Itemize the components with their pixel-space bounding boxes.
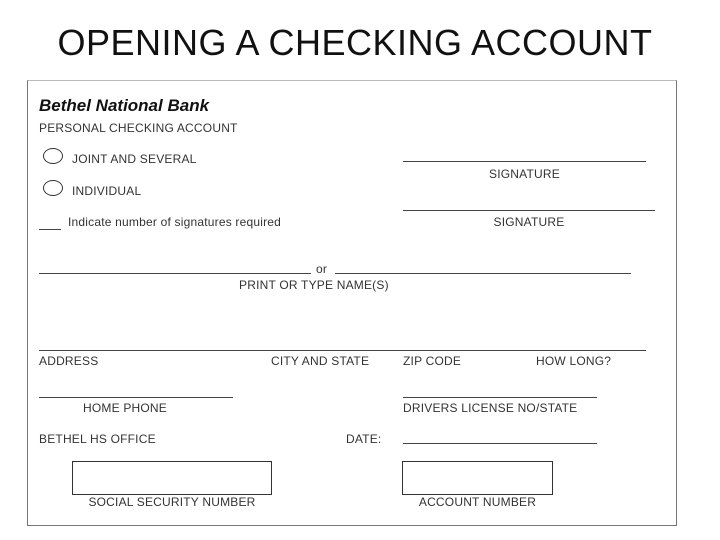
signatures-required-label: Indicate number of signatures required [68, 215, 282, 229]
bank-name: Bethel National Bank [39, 96, 210, 115]
home-phone-line[interactable] [39, 397, 233, 398]
name-line-1[interactable] [39, 273, 311, 274]
name-line-2[interactable] [335, 273, 631, 274]
account-type-label: PERSONAL CHECKING ACCOUNT [39, 121, 238, 135]
joint-label: JOINT AND SEVERAL [72, 152, 197, 166]
signature-line-1[interactable] [403, 161, 646, 162]
office-label: BETHEL HS OFFICE [39, 432, 156, 446]
drivers-license-line[interactable] [403, 397, 597, 398]
individual-radio[interactable] [43, 180, 63, 196]
signature-label-1: SIGNATURE [489, 167, 560, 181]
signatures-count-field[interactable] [39, 229, 61, 230]
joint-radio[interactable] [43, 148, 63, 164]
individual-label: INDIVIDUAL [72, 184, 142, 198]
home-phone-label: HOME PHONE [82, 401, 167, 415]
account-number-box[interactable] [402, 461, 553, 495]
address-label: ADDRESS [39, 354, 99, 368]
zip-code-label: ZIP CODE [403, 354, 462, 368]
ssn-box[interactable] [72, 461, 272, 495]
drivers-license-label: DRIVERS LICENSE NO/STATE [403, 401, 578, 415]
date-line[interactable] [403, 443, 597, 444]
city-state-label: CITY AND STATE [271, 354, 370, 368]
date-label: DATE: [346, 432, 382, 446]
signature-label-2: SIGNATURE [493, 215, 565, 229]
how-long-label: HOW LONG? [536, 354, 612, 368]
account-number-label: ACCOUNT NUMBER [418, 495, 537, 509]
address-line[interactable] [39, 350, 646, 351]
signature-line-2[interactable] [403, 210, 655, 211]
or-label: or [316, 262, 328, 276]
checking-account-form [27, 80, 677, 526]
print-name-label: PRINT OR TYPE NAME(S) [239, 278, 389, 292]
ssn-label: SOCIAL SECURITY NUMBER [88, 495, 256, 509]
slide-title: OPENING A CHECKING ACCOUNT [57, 22, 653, 63]
